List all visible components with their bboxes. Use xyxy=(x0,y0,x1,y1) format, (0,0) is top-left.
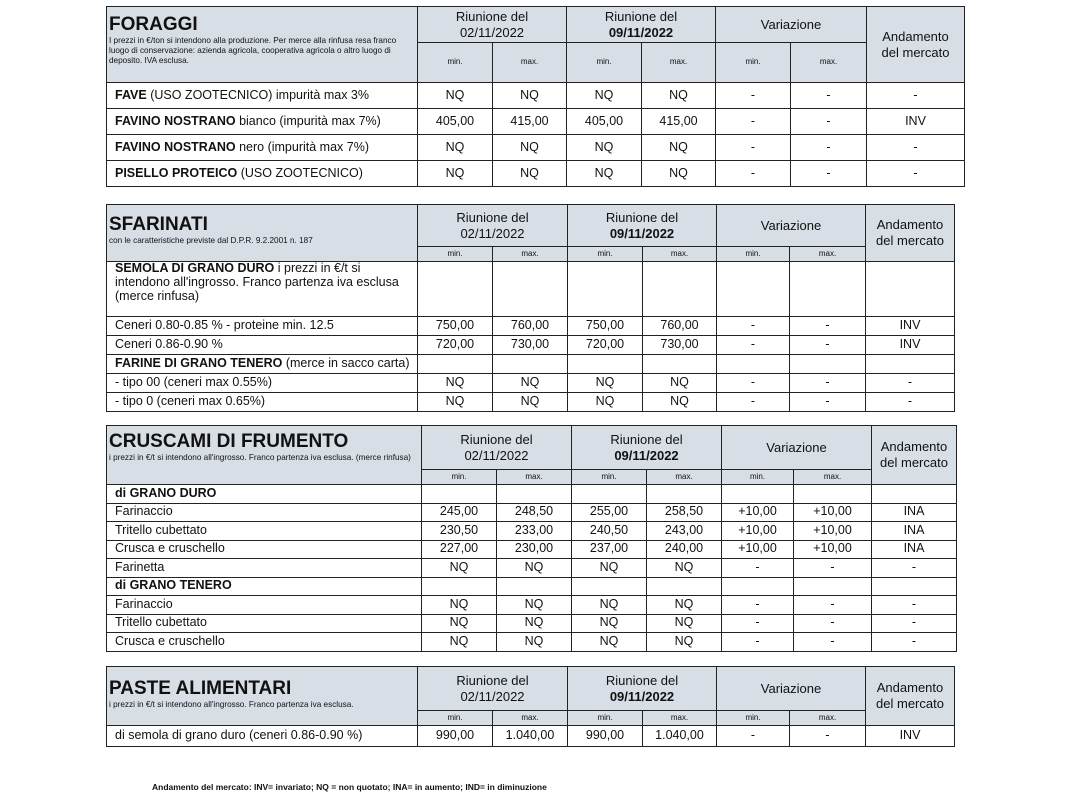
price-min-prev: 227,00 xyxy=(422,540,497,559)
price-max-prev: 233,00 xyxy=(497,522,572,541)
price-max-prev: NQ xyxy=(497,633,572,652)
row-label: Ceneri 0.80-0.85 % - proteine min. 12.5 xyxy=(107,317,418,336)
price-min-curr: 750,00 xyxy=(568,317,643,336)
min-header: min. xyxy=(722,470,794,485)
price-min-curr: NQ xyxy=(567,135,642,161)
variation-min: - xyxy=(717,393,790,412)
table-row xyxy=(107,109,965,135)
min-header: min. xyxy=(418,711,493,726)
table-foraggi xyxy=(106,6,965,187)
price-max-prev: 230,00 xyxy=(497,540,572,559)
row-label: Ceneri 0.86-0.90 % xyxy=(107,336,418,355)
min-header: min. xyxy=(418,43,493,83)
trend-header: Andamento del mercato xyxy=(866,667,955,726)
table-cruscami xyxy=(106,425,957,652)
price-max-prev: 1.040,00 xyxy=(493,726,568,747)
row-label: FAVINO NOSTRANO nero (impurità max 7%) xyxy=(107,135,418,161)
price-min-prev: 230,50 xyxy=(422,522,497,541)
max-header: max. xyxy=(794,470,872,485)
variation-min: - xyxy=(717,726,790,747)
min-header: min. xyxy=(716,43,791,83)
table-row xyxy=(107,540,957,559)
price-min-curr: 405,00 xyxy=(567,109,642,135)
variation-max: - xyxy=(791,161,867,187)
market-trend: - xyxy=(872,559,957,578)
max-header: max. xyxy=(791,43,867,83)
sfarinati-title-cell xyxy=(107,205,418,262)
variation-min: - xyxy=(716,109,791,135)
table-row xyxy=(107,503,957,522)
price-max-prev: 415,00 xyxy=(493,109,567,135)
max-header: max. xyxy=(790,247,866,262)
variation-max: - xyxy=(791,135,867,161)
price-min-curr: NQ xyxy=(567,83,642,109)
price-min-prev: 990,00 xyxy=(418,726,493,747)
grano-tenero-group-label: di GRANO TENERO xyxy=(107,577,422,596)
max-header: max. xyxy=(493,43,567,83)
price-min-curr: 990,00 xyxy=(568,726,643,747)
price-min-prev: 405,00 xyxy=(418,109,493,135)
grano-duro-group-label: di GRANO DURO xyxy=(107,485,422,504)
table-sfarinati xyxy=(106,204,955,412)
table-row xyxy=(107,336,955,355)
price-min-prev: NQ xyxy=(418,83,493,109)
price-min-prev: NQ xyxy=(422,614,497,633)
price-max-curr: 258,50 xyxy=(647,503,722,522)
variation-min: +10,00 xyxy=(722,540,794,559)
min-header: min. xyxy=(568,247,643,262)
price-min-curr: NQ xyxy=(567,161,642,187)
variation-min: - xyxy=(722,614,794,633)
market-trend: - xyxy=(867,161,965,187)
meeting1-header: Riunione del 02/11/2022 xyxy=(418,7,567,43)
paste-title-cell xyxy=(107,667,418,726)
max-header: max. xyxy=(493,247,568,262)
variation-min: - xyxy=(716,83,791,109)
variation-max: +10,00 xyxy=(794,522,872,541)
price-min-curr: NQ xyxy=(572,633,647,652)
price-max-prev: NQ xyxy=(493,135,567,161)
price-min-curr: 240,50 xyxy=(572,522,647,541)
max-header: max. xyxy=(642,43,716,83)
price-max-curr: 730,00 xyxy=(643,336,717,355)
price-min-prev: 720,00 xyxy=(418,336,493,355)
semola-group-label: SEMOLA DI GRANO DURO i prezzi in €/t si intendono all'ingrosso. Franco partenza iva esclusa (merce rinfusa) xyxy=(107,262,418,317)
price-min-prev: 750,00 xyxy=(418,317,493,336)
table-row xyxy=(107,726,955,747)
min-header: min. xyxy=(422,470,497,485)
variation-min: - xyxy=(717,317,790,336)
table-row xyxy=(107,161,965,187)
legend-footnote: Andamento del mercato: INV= invariato; NQ = non quotato; INA= in aumento; IND= in diminuzione xyxy=(152,782,547,792)
row-label: PISELLO PROTEICO (USO ZOOTECNICO) xyxy=(107,161,418,187)
price-min-curr: 255,00 xyxy=(572,503,647,522)
variation-min: - xyxy=(716,135,791,161)
price-max-curr: 760,00 xyxy=(643,317,717,336)
variation-max: - xyxy=(791,83,867,109)
min-header: min. xyxy=(717,711,790,726)
row-label: FAVE (USO ZOOTECNICO) impurità max 3% xyxy=(107,83,418,109)
price-max-prev: NQ xyxy=(497,596,572,615)
price-max-curr: NQ xyxy=(642,135,716,161)
section-title: SFARINATI xyxy=(109,214,208,235)
variation-min: - xyxy=(716,161,791,187)
price-max-prev: 760,00 xyxy=(493,317,568,336)
row-label: FAVINO NOSTRANO bianco (impurità max 7%) xyxy=(107,109,418,135)
row-label: di semola di grano duro (ceneri 0.86-0.90 %) xyxy=(107,726,418,747)
market-trend: INV xyxy=(867,109,965,135)
section-note: con le caratteristiche previste dal D.P.R. 9.2.2001 n. 187 xyxy=(109,235,313,245)
section-note: I prezzi in €/ton si intendono alla produzione. Per merce alla rinfusa resa franco luogo di conservazione: azienda agricola, cooperativa agricola o altro luogo di deposito. IVA esclusa. xyxy=(109,35,397,66)
price-min-prev: NQ xyxy=(422,559,497,578)
variation-max: +10,00 xyxy=(794,503,872,522)
variation-min: - xyxy=(717,374,790,393)
section-title: PASTE ALIMENTARI xyxy=(109,678,292,699)
price-min-curr: NQ xyxy=(568,393,643,412)
market-trend: - xyxy=(867,135,965,161)
market-trend: - xyxy=(872,633,957,652)
row-label: Farinaccio xyxy=(107,503,422,522)
price-min-prev: NQ xyxy=(418,135,493,161)
table-row xyxy=(107,317,955,336)
max-header: max. xyxy=(493,711,568,726)
table-row xyxy=(107,374,955,393)
variation-header: Variazione xyxy=(717,205,866,247)
variation-max: - xyxy=(790,726,866,747)
price-max-prev: NQ xyxy=(493,393,568,412)
meeting2-header: Riunione del 09/11/2022 xyxy=(572,426,722,470)
variation-max: - xyxy=(794,614,872,633)
min-header: min. xyxy=(568,711,643,726)
variation-min: +10,00 xyxy=(722,503,794,522)
market-trend: - xyxy=(866,374,955,393)
market-trend: - xyxy=(867,83,965,109)
price-max-prev: 730,00 xyxy=(493,336,568,355)
table-paste xyxy=(106,666,955,747)
price-max-curr: NQ xyxy=(647,596,722,615)
variation-max: - xyxy=(790,317,866,336)
price-max-prev: NQ xyxy=(493,161,567,187)
farine-group-label: FARINE DI GRANO TENERO (merce in sacco carta) xyxy=(107,355,418,374)
price-min-prev: NQ xyxy=(418,161,493,187)
trend-header: Andamento del mercato xyxy=(872,426,957,485)
price-max-prev: NQ xyxy=(497,559,572,578)
price-min-prev: 245,00 xyxy=(422,503,497,522)
variation-max: - xyxy=(794,633,872,652)
row-label: - tipo 00 (ceneri max 0.55%) xyxy=(107,374,418,393)
price-min-curr: 237,00 xyxy=(572,540,647,559)
max-header: max. xyxy=(643,711,717,726)
market-trend: INA xyxy=(872,540,957,559)
price-min-prev: NQ xyxy=(418,374,493,393)
max-header: max. xyxy=(643,247,717,262)
section-note: i prezzi in €/t si intendono all'ingrosso. Franco partenza iva esclusa. xyxy=(109,699,354,709)
price-max-curr: 243,00 xyxy=(647,522,722,541)
price-min-prev: NQ xyxy=(422,596,497,615)
price-max-curr: NQ xyxy=(647,633,722,652)
variation-header: Variazione xyxy=(722,426,872,470)
meeting1-header: Riunione del 02/11/2022 xyxy=(418,667,568,711)
min-header: min. xyxy=(418,247,493,262)
market-trend: - xyxy=(872,614,957,633)
price-max-curr: NQ xyxy=(647,614,722,633)
row-label: - tipo 0 (ceneri max 0.65%) xyxy=(107,393,418,412)
section-title: FORAGGI xyxy=(109,14,198,35)
row-label: Crusca e cruschello xyxy=(107,633,422,652)
section-title: CRUSCAMI DI FRUMENTO xyxy=(109,431,349,452)
variation-min: - xyxy=(717,336,790,355)
price-max-curr: NQ xyxy=(642,83,716,109)
price-max-curr: NQ xyxy=(642,161,716,187)
price-min-curr: NQ xyxy=(572,559,647,578)
meeting2-header: Riunione del 09/11/2022 xyxy=(568,205,717,247)
meeting2-header: Riunione del 09/11/2022 xyxy=(568,667,717,711)
table-row xyxy=(107,393,955,412)
price-min-curr: NQ xyxy=(568,374,643,393)
variation-min: - xyxy=(722,559,794,578)
table-row xyxy=(107,135,965,161)
max-header: max. xyxy=(647,470,722,485)
market-trend: INV xyxy=(866,336,955,355)
price-max-curr: 415,00 xyxy=(642,109,716,135)
meeting1-header: Riunione del 02/11/2022 xyxy=(418,205,568,247)
variation-max: - xyxy=(794,596,872,615)
market-trend: INA xyxy=(872,522,957,541)
price-min-prev: NQ xyxy=(418,393,493,412)
foraggi-title-cell xyxy=(107,7,418,83)
variation-max: +10,00 xyxy=(794,540,872,559)
variation-header: Variazione xyxy=(716,7,867,43)
variation-max: - xyxy=(791,109,867,135)
price-max-prev: NQ xyxy=(493,83,567,109)
variation-min: - xyxy=(722,596,794,615)
table-row xyxy=(107,522,957,541)
variation-header: Variazione xyxy=(717,667,866,711)
price-min-prev: NQ xyxy=(422,633,497,652)
trend-header: Andamento del mercato xyxy=(866,205,955,262)
row-label: Farinaccio xyxy=(107,596,422,615)
min-header: min. xyxy=(567,43,642,83)
variation-min: - xyxy=(722,633,794,652)
row-label: Tritello cubettato xyxy=(107,614,422,633)
variation-max: - xyxy=(790,336,866,355)
price-min-curr: NQ xyxy=(572,614,647,633)
market-trend: INA xyxy=(872,503,957,522)
cruscami-title-cell xyxy=(107,426,422,485)
market-trend: - xyxy=(872,596,957,615)
price-max-curr: NQ xyxy=(647,559,722,578)
market-trend: INV xyxy=(866,726,955,747)
market-trend: - xyxy=(866,393,955,412)
meeting2-header: Riunione del 09/11/2022 xyxy=(567,7,716,43)
variation-max: - xyxy=(790,374,866,393)
variation-max: - xyxy=(794,559,872,578)
price-max-curr: NQ xyxy=(643,393,717,412)
max-header: max. xyxy=(497,470,572,485)
price-max-prev: 248,50 xyxy=(497,503,572,522)
table-row xyxy=(107,633,957,652)
price-max-curr: 1.040,00 xyxy=(643,726,717,747)
trend-header: Andamento del mercato xyxy=(867,7,965,83)
section-note: i prezzi in €/t si intendono all'ingrosso. Franco partenza iva esclusa. (merce rinfusa) xyxy=(109,452,411,462)
min-header: min. xyxy=(717,247,790,262)
table-row xyxy=(107,614,957,633)
variation-max: - xyxy=(790,393,866,412)
price-min-curr: 720,00 xyxy=(568,336,643,355)
row-label: Tritello cubettato xyxy=(107,522,422,541)
min-header: min. xyxy=(572,470,647,485)
variation-min: +10,00 xyxy=(722,522,794,541)
max-header: max. xyxy=(790,711,866,726)
table-row xyxy=(107,559,957,578)
meeting1-header: Riunione del 02/11/2022 xyxy=(422,426,572,470)
price-max-curr: 240,00 xyxy=(647,540,722,559)
table-row xyxy=(107,596,957,615)
price-max-prev: NQ xyxy=(493,374,568,393)
price-min-curr: NQ xyxy=(572,596,647,615)
table-row xyxy=(107,83,965,109)
price-max-prev: NQ xyxy=(497,614,572,633)
row-label: Farinetta xyxy=(107,559,422,578)
price-max-curr: NQ xyxy=(643,374,717,393)
market-trend: INV xyxy=(866,317,955,336)
row-label: Crusca e cruschello xyxy=(107,540,422,559)
